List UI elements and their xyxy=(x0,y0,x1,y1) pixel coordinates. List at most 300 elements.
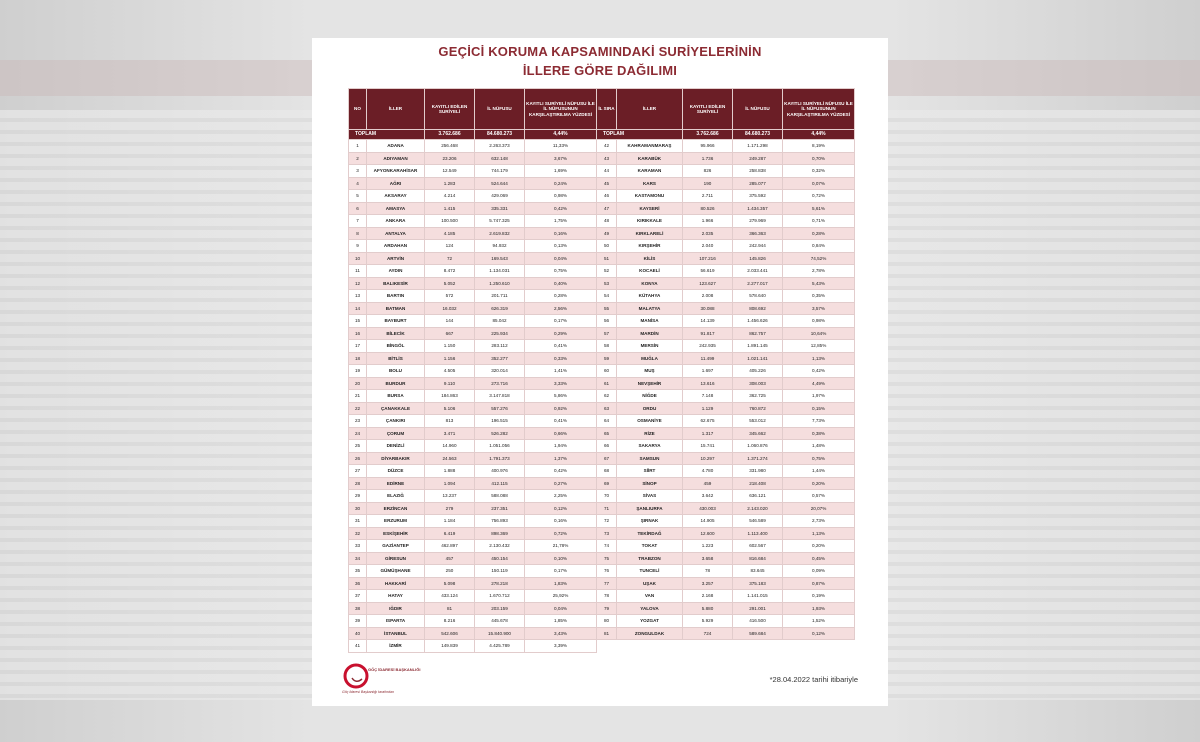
table-row xyxy=(349,165,597,178)
cell-nufus: 626.319 xyxy=(475,302,525,315)
cell-no: 2 xyxy=(349,152,367,165)
cell-no: 7 xyxy=(349,215,367,228)
cell-nufus: 218.408 xyxy=(733,477,783,490)
cell-city: HATAY xyxy=(367,590,425,603)
cell-kayitli: 457 xyxy=(425,552,475,565)
cell-nufus: 375.183 xyxy=(733,577,783,590)
table-row xyxy=(597,615,855,628)
cell-kayitli: 23.206 xyxy=(425,152,475,165)
cell-no: 67 xyxy=(597,452,617,465)
cell-city: GİRESUN xyxy=(367,552,425,565)
cell-nufus: 546.589 xyxy=(733,515,783,528)
total-nufus: 84.680.273 xyxy=(733,130,783,140)
cell-no: 51 xyxy=(597,252,617,265)
cell-oran: 0,17% xyxy=(525,565,597,578)
cell-city: ORDU xyxy=(617,402,683,415)
header-oran: KAYITLI SURİYELİ NÜFUSU İLE İL NÜFUSUNUN KARŞILAŞTIRILMA YÜZDESİ xyxy=(783,89,855,130)
cell-oran: 1,37% xyxy=(525,452,597,465)
cell-kayitli: 56.619 xyxy=(683,265,733,278)
cell-nufus: 602.567 xyxy=(733,540,783,553)
cell-nufus: 5.747.325 xyxy=(475,215,525,228)
cell-oran: 2,25% xyxy=(525,490,597,503)
cell-kayitli: 72 xyxy=(425,252,475,265)
table-row xyxy=(597,327,855,340)
cell-nufus: 308.003 xyxy=(733,377,783,390)
table-row xyxy=(597,552,855,565)
cell-city: BURDUR xyxy=(367,377,425,390)
cell-city: MERSİN xyxy=(617,340,683,353)
cell-kayitli: 256.468 xyxy=(425,140,475,153)
cell-kayitli: 1.697 xyxy=(683,365,733,378)
cell-nufus: 145.826 xyxy=(733,252,783,265)
cell-city: SİVAS xyxy=(617,490,683,503)
cell-oran: 3,43% xyxy=(525,627,597,640)
cell-kayitli: 11.499 xyxy=(683,352,733,365)
title-line-1: GEÇİCİ KORUMA KAPSAMINDAKİ SURİYELERİNİN xyxy=(438,44,762,59)
cell-nufus: 4.425.789 xyxy=(475,640,525,653)
cell-nufus: 744.179 xyxy=(475,165,525,178)
cell-no: 66 xyxy=(597,440,617,453)
table-row xyxy=(597,577,855,590)
cell-oran: 0,12% xyxy=(525,502,597,515)
table-right xyxy=(596,88,855,640)
cell-nufus: 1.434.357 xyxy=(733,202,783,215)
header-no: NO xyxy=(349,89,367,130)
cell-city: ÇORUM xyxy=(367,427,425,440)
cell-no: 65 xyxy=(597,427,617,440)
total-row-right xyxy=(597,130,855,140)
total-kayitli: 3.762.686 xyxy=(425,130,475,140)
cell-nufus: 283.112 xyxy=(475,340,525,353)
cell-nufus: 524.644 xyxy=(475,177,525,190)
table-row xyxy=(597,502,855,515)
cell-oran: 1,48% xyxy=(783,440,855,453)
table-row xyxy=(349,315,597,328)
cell-no: 3 xyxy=(349,165,367,178)
cell-nufus: 405.226 xyxy=(733,365,783,378)
cell-nufus: 2.143.020 xyxy=(733,502,783,515)
cell-oran: 0,27% xyxy=(525,477,597,490)
cell-city: AFYONKARAHİSAR xyxy=(367,165,425,178)
cell-nufus: 225.934 xyxy=(475,327,525,340)
cell-no: 17 xyxy=(349,340,367,353)
table-row xyxy=(349,552,597,565)
table-row xyxy=(597,290,855,303)
table-row xyxy=(597,165,855,178)
cell-city: BARTIN xyxy=(367,290,425,303)
cell-kayitli: 4.780 xyxy=(683,465,733,478)
date-note: *28.04.2022 tarihi itibariyle xyxy=(769,675,858,684)
cell-oran: 0,87% xyxy=(783,577,855,590)
cell-nufus: 1.250.610 xyxy=(475,277,525,290)
cell-no: 45 xyxy=(597,177,617,190)
cell-city: BİNGÖL xyxy=(367,340,425,353)
cell-oran: 1,13% xyxy=(783,352,855,365)
table-row xyxy=(349,640,597,653)
table-row xyxy=(349,565,597,578)
cell-kayitli: 124 xyxy=(425,240,475,253)
cell-kayitli: 149.839 xyxy=(425,640,475,653)
cell-no: 36 xyxy=(349,577,367,590)
cell-city: ŞANLIURFA xyxy=(617,502,683,515)
blurred-rows-left xyxy=(0,110,312,700)
cell-city: ERZURUM xyxy=(367,515,425,528)
cell-no: 76 xyxy=(597,565,617,578)
cell-oran: 0,40% xyxy=(525,277,597,290)
table-row xyxy=(597,377,855,390)
cell-nufus: 756.893 xyxy=(475,515,525,528)
cell-oran: 0,20% xyxy=(783,477,855,490)
cell-nufus: 1.051.056 xyxy=(475,440,525,453)
cell-no: 5 xyxy=(349,190,367,203)
cell-city: KÜTAHYA xyxy=(617,290,683,303)
table-row xyxy=(349,227,597,240)
cell-kayitli: 4.505 xyxy=(425,365,475,378)
cell-oran: 0,09% xyxy=(783,565,855,578)
document-title xyxy=(312,42,888,80)
cell-oran: 0,04% xyxy=(525,252,597,265)
header-il: İLLER xyxy=(617,89,683,130)
total-row-left xyxy=(349,130,597,140)
cell-kayitli: 1.283 xyxy=(425,177,475,190)
table-left xyxy=(348,88,597,653)
cell-no: 71 xyxy=(597,502,617,515)
table-row xyxy=(597,190,855,203)
cell-no: 24 xyxy=(349,427,367,440)
cell-nufus: 862.757 xyxy=(733,327,783,340)
cell-kayitli: 3.658 xyxy=(683,552,733,565)
cell-city: GAZİANTEP xyxy=(367,540,425,553)
cell-no: 38 xyxy=(349,602,367,615)
cell-oran: 74,52% xyxy=(783,252,855,265)
cell-city: ADANA xyxy=(367,140,425,153)
cell-no: 44 xyxy=(597,165,617,178)
header-kayitli: KAYITLI EDİLEN SURİYELİ xyxy=(683,89,733,130)
cell-oran: 0,70% xyxy=(783,152,855,165)
total-label: TOPLAM xyxy=(349,130,425,140)
cell-city: BİLECİK xyxy=(367,327,425,340)
cell-oran: 0,72% xyxy=(783,190,855,203)
cell-no: 27 xyxy=(349,465,367,478)
cell-oran: 1,94% xyxy=(525,440,597,453)
cell-kayitli: 123.627 xyxy=(683,277,733,290)
cell-kayitli: 3.642 xyxy=(683,490,733,503)
cell-no: 32 xyxy=(349,527,367,540)
cell-nufus: 445.678 xyxy=(475,615,525,628)
cell-oran: 0,04% xyxy=(525,602,597,615)
cell-city: MALATYA xyxy=(617,302,683,315)
cell-no: 34 xyxy=(349,552,367,565)
cell-city: GÜMÜŞHANE xyxy=(367,565,425,578)
cell-no: 35 xyxy=(349,565,367,578)
cell-city: HAKKARİ xyxy=(367,577,425,590)
cell-nufus: 331.980 xyxy=(733,465,783,478)
cell-oran: 0,71% xyxy=(783,215,855,228)
cell-no: 29 xyxy=(349,490,367,503)
cell-oran: 0,24% xyxy=(525,177,597,190)
cell-city: KARABÜK xyxy=(617,152,683,165)
cell-oran: 0,16% xyxy=(525,515,597,528)
cell-kayitli: 1.150 xyxy=(425,340,475,353)
cell-oran: 0,13% xyxy=(525,240,597,253)
cell-nufus: 2.263.373 xyxy=(475,140,525,153)
cell-oran: 0,42% xyxy=(525,202,597,215)
cell-nufus: 1.113.400 xyxy=(733,527,783,540)
cell-kayitli: 5.106 xyxy=(425,402,475,415)
cell-city: AĞRI xyxy=(367,177,425,190)
cell-kayitli: 459 xyxy=(683,477,733,490)
cell-no: 48 xyxy=(597,215,617,228)
cell-city: DİYARBAKIR xyxy=(367,452,425,465)
cell-city: KIRKLARELİ xyxy=(617,227,683,240)
cell-no: 58 xyxy=(597,340,617,353)
cell-oran: 0,35% xyxy=(783,290,855,303)
cell-oran: 21,78% xyxy=(525,540,597,553)
cell-oran: 0,16% xyxy=(525,227,597,240)
cell-city: SAKARYA xyxy=(617,440,683,453)
cell-kayitli: 1.156 xyxy=(425,352,475,365)
table-row xyxy=(597,227,855,240)
cell-kayitli: 2.008 xyxy=(683,290,733,303)
cell-nufus: 429.069 xyxy=(475,190,525,203)
cell-city: ÇANKIRI xyxy=(367,415,425,428)
table-row xyxy=(597,602,855,615)
table-header-right xyxy=(597,89,855,130)
total-label: TOPLAM xyxy=(597,130,683,140)
cell-city: YALOVA xyxy=(617,602,683,615)
cell-no: 1 xyxy=(349,140,367,153)
cell-no: 54 xyxy=(597,290,617,303)
table-row xyxy=(349,602,597,615)
cell-no: 8 xyxy=(349,227,367,240)
cell-city: KARS xyxy=(617,177,683,190)
table-row xyxy=(349,440,597,453)
table-row xyxy=(349,415,597,428)
cell-oran: 0,75% xyxy=(783,452,855,465)
table-row xyxy=(349,352,597,365)
table-row xyxy=(597,240,855,253)
cell-kayitli: 813 xyxy=(425,415,475,428)
table-row xyxy=(597,277,855,290)
cell-city: TUNCELİ xyxy=(617,565,683,578)
cell-city: BOLU xyxy=(367,365,425,378)
cell-city: ELAZIĞ xyxy=(367,490,425,503)
cell-nufus: 557.276 xyxy=(475,402,525,415)
cell-nufus: 1.791.373 xyxy=(475,452,525,465)
cell-no: 4 xyxy=(349,177,367,190)
table-row xyxy=(349,390,597,403)
cell-oran: 0,12% xyxy=(783,627,855,640)
table-row xyxy=(597,440,855,453)
cell-oran: 3,67% xyxy=(525,152,597,165)
table-row xyxy=(349,140,597,153)
cell-nufus: 169.543 xyxy=(475,252,525,265)
cell-city: TEKİRDAĞ xyxy=(617,527,683,540)
cell-oran: 3,57% xyxy=(783,302,855,315)
cell-no: 12 xyxy=(349,277,367,290)
cell-kayitli: 826 xyxy=(683,165,733,178)
table-row xyxy=(597,415,855,428)
cell-kayitli: 1.223 xyxy=(683,540,733,553)
cell-nufus: 2.277.017 xyxy=(733,277,783,290)
cell-oran: 7,73% xyxy=(783,415,855,428)
cell-no: 18 xyxy=(349,352,367,365)
cell-no: 21 xyxy=(349,390,367,403)
table-row xyxy=(349,290,597,303)
cell-nufus: 352.277 xyxy=(475,352,525,365)
cell-oran: 12,85% xyxy=(783,340,855,353)
cell-oran: 5,61% xyxy=(783,202,855,215)
cell-kayitli: 2.040 xyxy=(683,240,733,253)
cell-kayitli: 1.415 xyxy=(425,202,475,215)
cell-no: 73 xyxy=(597,527,617,540)
cell-no: 56 xyxy=(597,315,617,328)
cell-oran: 0,15% xyxy=(783,402,855,415)
cell-city: NEVŞEHİR xyxy=(617,377,683,390)
cell-no: 59 xyxy=(597,352,617,365)
table-row xyxy=(597,315,855,328)
cell-city: KOCAELİ xyxy=(617,265,683,278)
cell-city: KARAMAN xyxy=(617,165,683,178)
cell-no: 79 xyxy=(597,602,617,615)
cell-oran: 0,20% xyxy=(783,540,855,553)
cell-oran: 1,44% xyxy=(783,465,855,478)
cell-nufus: 898.369 xyxy=(475,527,525,540)
cell-city: MARDİN xyxy=(617,327,683,340)
cell-nufus: 412.115 xyxy=(475,477,525,490)
cell-kayitli: 1.129 xyxy=(683,402,733,415)
cell-no: 75 xyxy=(597,552,617,565)
cell-oran: 20,07% xyxy=(783,502,855,515)
cell-city: ÇANAKKALE xyxy=(367,402,425,415)
cell-city: DENİZLİ xyxy=(367,440,425,453)
cell-oran: 0,38% xyxy=(783,427,855,440)
cell-no: 62 xyxy=(597,390,617,403)
cell-kayitli: 5.098 xyxy=(425,577,475,590)
cell-city: BİTLİS xyxy=(367,352,425,365)
total-oran: 4,44% xyxy=(525,130,597,140)
cell-oran: 0,72% xyxy=(525,527,597,540)
header-il: İLLER xyxy=(367,89,425,130)
table-row xyxy=(597,465,855,478)
cell-nufus: 588.088 xyxy=(475,490,525,503)
table-row xyxy=(349,515,597,528)
cell-oran: 0,41% xyxy=(525,415,597,428)
cell-nufus: 249.287 xyxy=(733,152,783,165)
cell-no: 52 xyxy=(597,265,617,278)
cell-city: AMASYA xyxy=(367,202,425,215)
cell-kayitli: 14.905 xyxy=(683,515,733,528)
cell-kayitli: 100.500 xyxy=(425,215,475,228)
cell-nufus: 1.891.145 xyxy=(733,340,783,353)
cell-kayitli: 572 xyxy=(425,290,475,303)
cell-oran: 0,66% xyxy=(525,427,597,440)
table-row xyxy=(349,177,597,190)
cell-kayitli: 144 xyxy=(425,315,475,328)
cell-nufus: 237.351 xyxy=(475,502,525,515)
table-row xyxy=(597,365,855,378)
cell-city: ANTALYA xyxy=(367,227,425,240)
cell-city: KİLİS xyxy=(617,252,683,265)
cell-no: 70 xyxy=(597,490,617,503)
table-row xyxy=(597,402,855,415)
cell-no: 19 xyxy=(349,365,367,378)
cell-kayitli: 1.094 xyxy=(425,477,475,490)
table-row xyxy=(349,277,597,290)
cell-kayitli: 3.257 xyxy=(683,577,733,590)
cell-kayitli: 13.237 xyxy=(425,490,475,503)
cell-no: 49 xyxy=(597,227,617,240)
table-row xyxy=(349,477,597,490)
cell-oran: 1,69% xyxy=(525,165,597,178)
table-row xyxy=(349,327,597,340)
table-row xyxy=(597,627,855,640)
cell-kayitli: 14.960 xyxy=(425,440,475,453)
cell-kayitli: 279 xyxy=(425,502,475,515)
cell-no: 42 xyxy=(597,140,617,153)
logo-slogan: Göç İdaresi Başkanlığı tarafından xyxy=(342,690,394,694)
cell-nufus: 1.371.274 xyxy=(733,452,783,465)
cell-nufus: 15.840.900 xyxy=(475,627,525,640)
cell-no: 37 xyxy=(349,590,367,603)
table-row xyxy=(597,252,855,265)
table-row xyxy=(349,577,597,590)
cell-no: 64 xyxy=(597,415,617,428)
cell-oran: 3,39% xyxy=(525,640,597,653)
cell-nufus: 416.500 xyxy=(733,615,783,628)
header-oran: KAYITLI SURİYELİ NÜFUSU İLE İL NÜFUSUNUN KARŞILAŞTIRILMA YÜZDESİ xyxy=(525,89,597,130)
cell-oran: 1,41% xyxy=(525,365,597,378)
table-row xyxy=(597,302,855,315)
cell-no: 39 xyxy=(349,615,367,628)
header-il-sira: İL SIRA xyxy=(597,89,617,130)
cell-nufus: 196.515 xyxy=(475,415,525,428)
table-row xyxy=(349,502,597,515)
cell-no: 47 xyxy=(597,202,617,215)
cell-nufus: 285.077 xyxy=(733,177,783,190)
cell-no: 40 xyxy=(349,627,367,640)
table-row xyxy=(349,215,597,228)
cell-oran: 2,78% xyxy=(783,265,855,278)
cell-kayitli: 1.966 xyxy=(683,215,733,228)
table-row xyxy=(597,565,855,578)
cell-oran: 0,75% xyxy=(525,265,597,278)
cell-nufus: 1.670.712 xyxy=(475,590,525,603)
cell-no: 15 xyxy=(349,315,367,328)
header-nufus: İL NÜFUSU xyxy=(475,89,525,130)
cell-no: 55 xyxy=(597,302,617,315)
cell-nufus: 450.154 xyxy=(475,552,525,565)
cell-nufus: 3.147.818 xyxy=(475,390,525,403)
cell-no: 74 xyxy=(597,540,617,553)
table-row xyxy=(349,152,597,165)
cell-kayitli: 10.297 xyxy=(683,452,733,465)
cell-nufus: 1.060.876 xyxy=(733,440,783,453)
cell-city: KONYA xyxy=(617,277,683,290)
cell-nufus: 526.282 xyxy=(475,427,525,440)
cell-oran: 1,13% xyxy=(783,527,855,540)
cell-city: ERZİNCAN xyxy=(367,502,425,515)
cell-no: 72 xyxy=(597,515,617,528)
cell-city: BATMAN xyxy=(367,302,425,315)
cell-no: 60 xyxy=(597,365,617,378)
cell-kayitli: 9.110 xyxy=(425,377,475,390)
header-kayitli: KAYITLI EDİLEN SURİYELİ xyxy=(425,89,475,130)
cell-oran: 5,86% xyxy=(525,390,597,403)
cell-city: KIRIKKALE xyxy=(617,215,683,228)
table-row xyxy=(597,490,855,503)
cell-no: 57 xyxy=(597,327,617,340)
